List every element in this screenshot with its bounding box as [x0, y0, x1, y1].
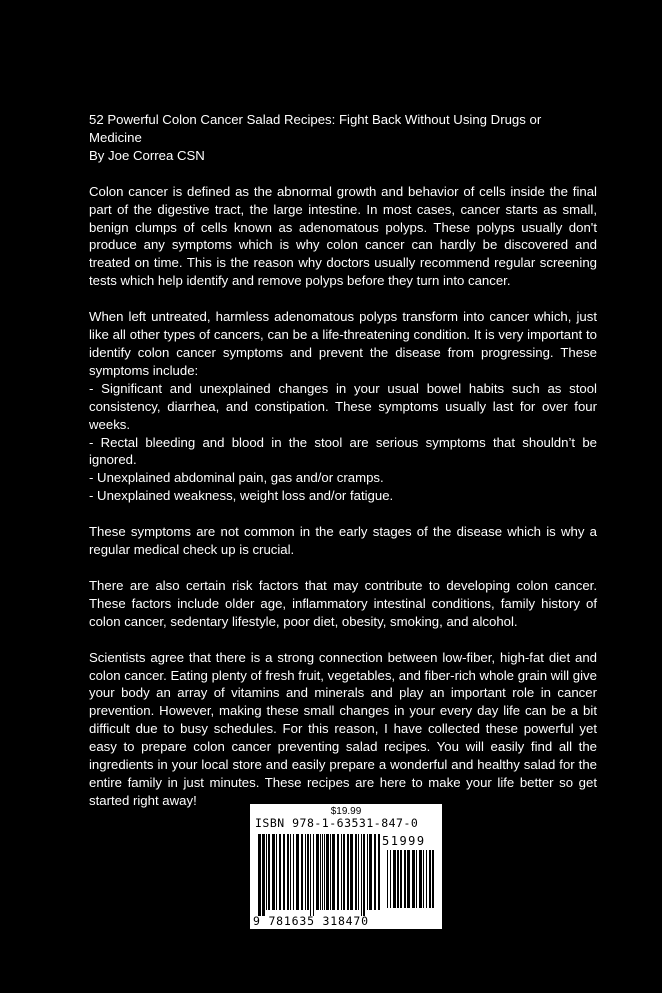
paragraph-3: These symptoms are not common in the early stages of the disease which is why a regular medical check up is crucial. [89, 524, 597, 558]
barcode-bar [337, 834, 339, 910]
barcode-bar [341, 834, 342, 910]
barcode-bar [266, 834, 267, 910]
barcode-bar [307, 834, 309, 910]
barcode-bar [363, 834, 365, 916]
symptom-bullet-1: - Significant and unexplained changes in your usual bowel habits such as stool consistency, diarrhea, and constipation. These symptoms usually last for over four weeks. [89, 380, 597, 432]
barcode-bar [293, 834, 294, 910]
barcode-bar [305, 834, 306, 910]
barcode-bar [296, 834, 299, 910]
barcode-bar [322, 834, 323, 910]
barcode-bar [412, 850, 415, 908]
back-cover-text [89, 111, 597, 810]
symptom-bullet-2: - Rectal bleeding and blood in the stool are serious symptoms that shouldn’t be ignored. [89, 434, 597, 468]
isbn-barcode [250, 804, 442, 929]
barcode-bar [367, 834, 368, 910]
book-title-line: 52 Powerful Colon Cancer Salad Recipes: Fight Back Without Using Drugs or Medicine [89, 112, 542, 145]
barcode-bar [258, 834, 261, 916]
addon-barcode-bars [387, 850, 437, 914]
barcode-bar [407, 850, 410, 908]
barcode-bar [330, 834, 331, 910]
barcode-bar [423, 850, 424, 908]
barcode-bar [326, 834, 329, 910]
barcode-bar [429, 850, 431, 908]
paragraph-5: Scientists agree that there is a strong connection between low-fiber, high-fat diet and colon cancer. Eating plenty of fresh fruit, vegetables, and fiber-rich whole grain will give your body an array of vitamins and minerals and play an important role in cancer prevention. However, making these small changes in your every day life can be a bit difficult due to busy schedules. For this reason, I have collected these powerful yet easy to prepare colon cancer preventing salad recipes. You will easily find all the ingredients in your local store and easily prepare a wonderful and healthy salad for the entire family in just minutes. These recipes are here to make your life better so get started right away! [89, 649, 597, 808]
barcode-bar [432, 850, 434, 908]
barcode-bar [279, 834, 281, 910]
symptom-bullet-4: - Unexplained weakness, weight loss and/or fatigue. [89, 488, 394, 504]
author-line: By Joe Correa CSN [89, 147, 205, 163]
barcode-bar [290, 834, 291, 910]
paragraph-1: Colon cancer is defined as the abnormal growth and behavior of cells inside the final part of the digestive tract, the large intestine. In most cases, cancer starts as small, benign clumps of cells known as adenomatous polyps. These polyps usually don't produce any symptoms which is why colon cancer can hardly be discovered and treated on time. This is the reason why doctors usually recommend regular screening tests which help identify and remove polyps before they turn into cancer. [89, 183, 597, 289]
paragraph-2: When left untreated, harmless adenomatous polyps transform into cancer which, just like all other types of cancers, can be a life-threatening condition. It is very important to identify colon cancer symptoms and prevent the disease from progressing. These symptoms include: [89, 309, 597, 378]
barcode-bar [310, 834, 311, 916]
barcode-bar [320, 834, 321, 910]
isbn-number: ISBN 978-1-63531-847-0 [255, 816, 419, 830]
barcode-bar [347, 834, 349, 910]
barcode-bar [313, 834, 314, 916]
price-addon-digits: 51999 [382, 834, 426, 848]
barcode-bar [374, 834, 376, 910]
barcode-bar [419, 850, 422, 908]
barcode-bar [316, 834, 319, 910]
barcode-bar [272, 834, 275, 910]
barcode-bar [404, 850, 406, 908]
barcode-bar [400, 850, 402, 908]
barcode-bar [332, 834, 335, 910]
barcode-bar [361, 834, 362, 916]
barcode-bar [276, 834, 277, 910]
ean-barcode-bars [258, 834, 384, 916]
barcode-bar [283, 834, 285, 910]
barcode-bar [390, 850, 391, 908]
barcode-bar [268, 834, 270, 910]
barcode-bar [369, 834, 372, 910]
barcode-price: $19.99 [330, 806, 362, 817]
barcode-bar [343, 834, 345, 910]
barcode-bar [262, 834, 265, 916]
ean-digits: 9 781635 318470 [253, 914, 369, 928]
paragraph-4: There are also certain risk factors that may contribute to developing colon cancer. These factors include older age, inflammatory intestinal conditions, family history of colon cancer, sedentary lifestyle, poor diet, obesity, smoking, and alcohol. [89, 577, 597, 629]
barcode-bar [301, 834, 303, 910]
symptom-bullet-3: - Unexplained abdominal pain, gas and/or cramps. [89, 470, 384, 486]
barcode-bar [387, 850, 388, 908]
barcode-bar [393, 850, 396, 908]
barcode-bar [416, 850, 417, 908]
barcode-bar [426, 850, 427, 908]
barcode-bar [378, 834, 380, 910]
barcode-bar [355, 834, 357, 910]
barcode-bar [287, 834, 289, 910]
barcode-bar [350, 834, 353, 910]
barcode-bar [324, 834, 325, 910]
barcode-bar [397, 850, 399, 908]
barcode-bar [358, 834, 359, 910]
